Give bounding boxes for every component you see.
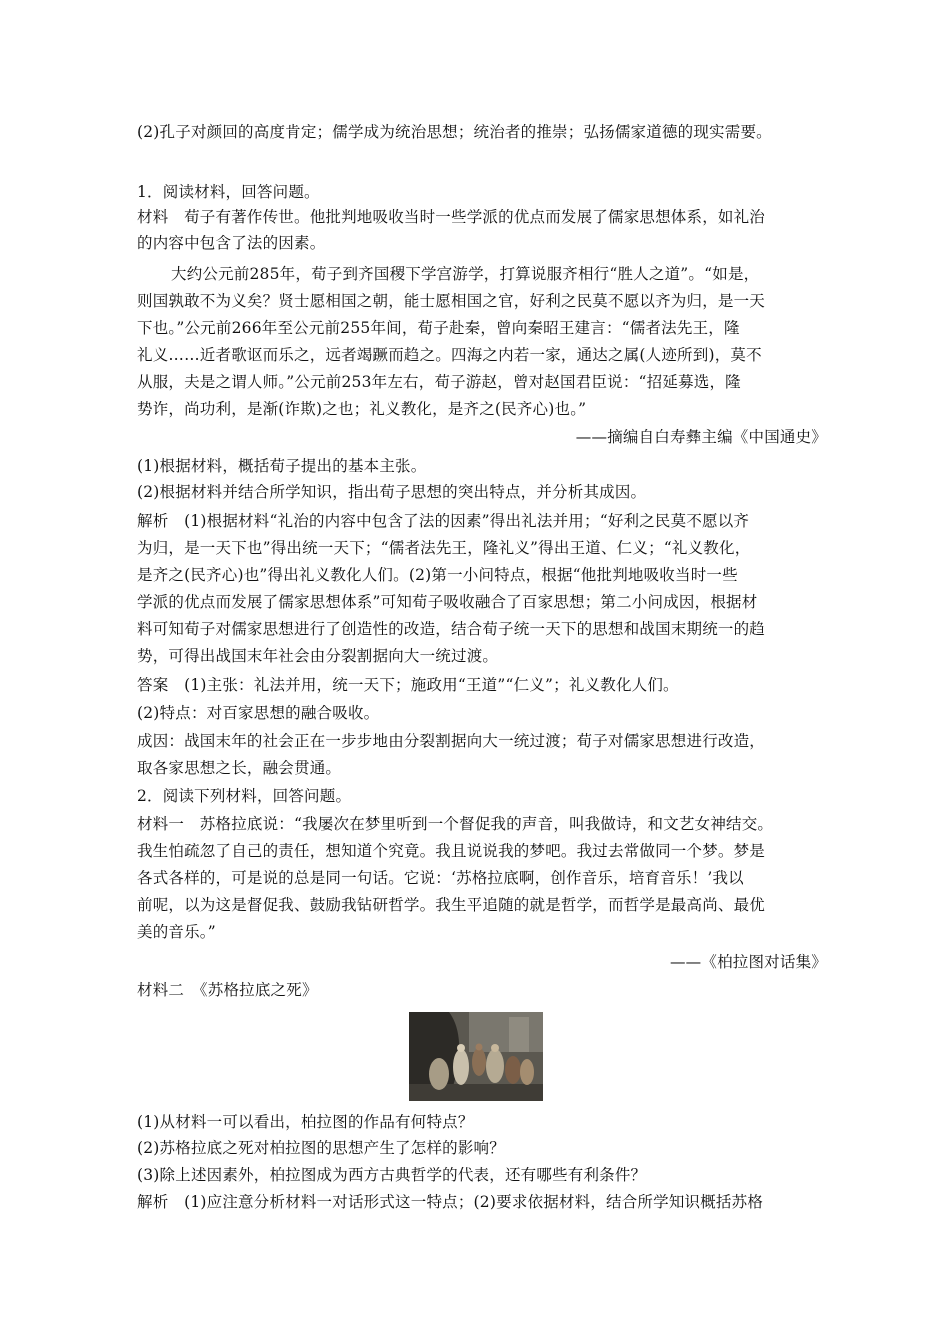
text-line: (2)孔子对颜回的高度肯定；儒学成为统治思想；统治者的推崇；弘扬儒家道德的现实需要。 [137,123,772,141]
death-of-socrates-painting [409,1012,543,1101]
source-citation: ——摘编自白寿彝主编《中国通史》 [575,428,827,446]
question-item: (1)根据材料，概括荀子提出的基本主张。 [137,457,427,475]
question-item: (2)苏格拉底之死对柏拉图的思想产生了怎样的影响？ [137,1139,505,1157]
text-line: 则国孰敢不为义矣？贤士愿相国之朝，能士愿相国之官，好利之民莫不愿以齐为归，是一天 [137,292,766,310]
text-line: 前呢，以为这是督促我、鼓励我钻研哲学。我生平追随的就是哲学，而哲学是最高尚、最优 [137,896,766,914]
text-line: 的内容中包含了法的因素。 [137,234,326,252]
question-item: (3)除上述因素外，柏拉图成为西方古典哲学的代表，还有哪些有利条件？ [137,1166,647,1184]
text-line: 解析 (1)根据材料“礼治的内容中包含了法的因素”得出礼法并用；“好利之民莫不愿以齐 [137,512,750,530]
text-line: 材料 荀子有著作传世。他批判地吸收当时一些学派的优点而发展了儒家思想体系，如礼治 [137,208,766,226]
text-line: 大约公元前285年，荀子到齐国稷下学宫游学，打算说服齐相行“胜人之道”。“如是， [171,265,760,283]
text-line: 从服，夫是之谓人师。”公元前253年左右，荀子游赵，曾对赵国君臣说：“招延募选，隆 [137,373,741,391]
text-line: 是齐之(民齐心)也”得出礼义教化人们。(2)第一小问特点，根据“他批判地吸收当时一些 [137,566,738,584]
material-two-label: 材料二 《苏格拉底之死》 [137,981,318,999]
question-item: (2)根据材料并结合所学知识，指出荀子思想的突出特点，并分析其成因。 [137,483,647,501]
text-line: 答案 (1)主张：礼法并用，统一天下；施政用“王道”“仁义”；礼义教化人们。 [137,676,679,694]
text-line: 成因：战国末年的社会正在一步步地由分裂割据向大一统过渡；荀子对儒家思想进行改造， [137,732,766,750]
text-line: 为归，是一天下也”得出统一天下；“儒者法先王，隆礼义”得出王道、仁义；“礼义教化， [137,539,751,557]
question-2-heading: 2．阅读下列材料，回答问题。 [137,787,352,805]
source-citation: ——《柏拉图对话集》 [669,953,827,971]
text-line: 材料一 苏格拉底说：“我屡次在梦里听到一个督促我的声音，叫我做诗，和文艺女神结交。 [137,815,774,833]
text-line: 各式各样的，可是说的总是同一句话。它说：‘苏格拉底啊，创作音乐，培育音乐！’我以 [137,869,744,887]
text-line: 我生怕疏忽了自己的责任，想知道个究竟。我且说说我的梦吧。我过去常做同一个梦。梦是 [137,842,766,860]
text-line: 美的音乐。” [137,923,216,941]
text-line: 学派的优点而发展了儒家思想体系”可知荀子吸收融合了百家思想；第二小问成因，根据材 [137,593,758,611]
text-line: 料可知荀子对儒家思想进行了创造性的改造，结合荀子统一天下的思想和战国末期统一的趋 [137,620,766,638]
text-line: 下也。”公元前266年至公元前255年间，荀子赴秦，曾向秦昭王建言：“儒者法先王，隆 [137,319,740,337]
question-item: (1)从材料一可以看出，柏拉图的作品有何特点？ [137,1113,474,1131]
text-line: 势诈，尚功利，是渐(诈欺)之也；礼义教化，是齐之(民齐心)也。” [137,400,587,418]
text-line: 解析 (1)应注意分析材料一对话形式这一特点；(2)要求依据材料，结合所学知识概括苏格 [137,1193,764,1211]
text-line: 取各家思想之长，融会贯通。 [137,759,342,777]
text-line: (2)特点：对百家思想的融合吸收。 [137,704,380,722]
text-line: 势，可得出战国末年社会由分裂割据向大一统过渡。 [137,647,499,665]
text-line: 礼义……近者歌讴而乐之，远者竭蹶而趋之。四海之内若一家，通达之属(人迹所到)，莫不 [137,346,762,364]
question-1-heading: 1．阅读材料，回答问题。 [137,183,320,201]
